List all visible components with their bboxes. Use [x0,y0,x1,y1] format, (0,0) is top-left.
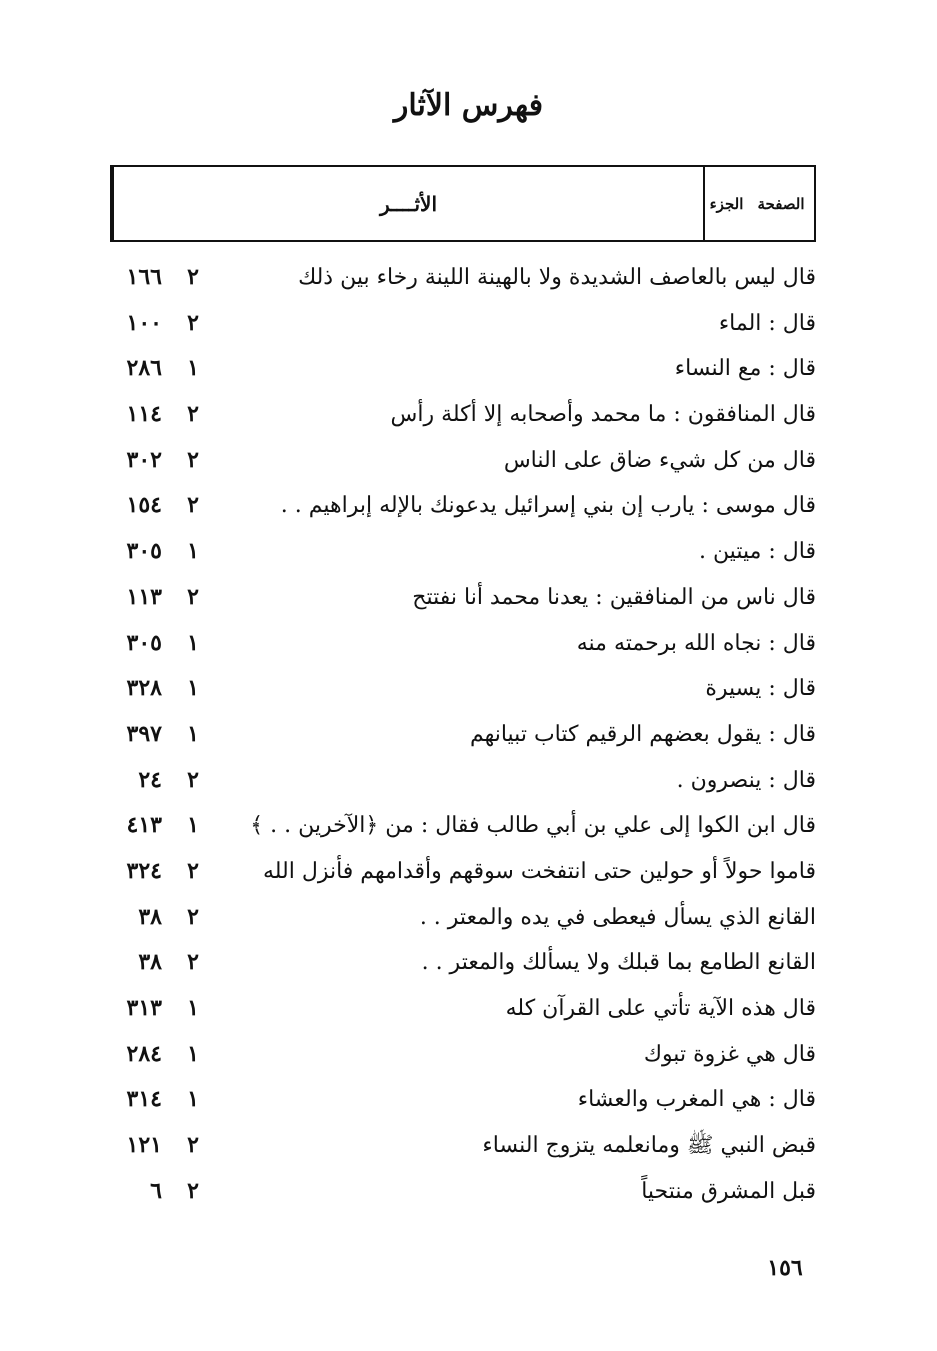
athar-text: قال : يقول بعضهم الرقيم كتاب تبيانهم [469,721,816,747]
page-title: فهرس الآثار [393,88,544,123]
page-reference: ٢٨٦ [126,355,162,382]
table-row [0,758,937,804]
table-row [0,1032,937,1078]
table-row [0,1169,937,1215]
juz-number: ٢ [187,949,199,976]
page-reference: ٣٩٧ [126,720,162,747]
table-row [0,666,937,712]
athar-text: قال هذه الآية تأتي على القرآن كله [505,996,816,1021]
page-reference: ٢٨٤ [126,1040,162,1067]
page-reference: ٣٠٥ [126,629,162,656]
table-row [0,483,937,529]
juz-number: ٢ [187,446,199,473]
page-reference: ٤١٣ [126,812,162,839]
page-reference: ١٢١ [126,1132,162,1159]
table-row [0,712,937,758]
column-header-athar: الأثــــر [112,167,703,240]
page-reference: ١٦٦ [126,264,162,290]
juz-number: ١ [187,675,199,702]
table-row [0,1077,937,1123]
page-reference: ١١٣ [126,583,162,610]
table-row [0,392,937,438]
table-row [0,255,937,301]
page-reference: ١٠٠ [126,309,162,336]
juz-number: ٢ [187,401,199,428]
juz-number: ٢ [187,1132,199,1159]
athar-text: قال المنافقون : ما محمد وأصحابه إلا أكلة رأس [390,402,816,428]
juz-number: ١ [187,355,199,382]
athar-text: قال : مع النساء [674,356,816,382]
table-row [0,803,937,849]
table-row [0,849,937,895]
juz-number: ٢ [187,309,199,336]
juz-number: ٢ [187,492,199,519]
page-reference: ٣٢٨ [126,675,162,702]
table-row [0,940,937,986]
athar-text: قاموا حولاً أو حولين حتى انتفخت سوقهم وأقدامهم فأنزل الله [262,858,816,884]
juz-number: ١ [187,812,199,839]
athar-text: قبض النبي ﷺ ومانعلمه يتزوج النساء [482,1133,816,1159]
column-header-page: الصفحة [757,194,805,213]
juz-number: ١ [187,1040,199,1067]
index-list [0,255,937,1214]
athar-text: قال : يسيرة [705,676,816,702]
juz-number: ١ [187,720,199,747]
athar-text: قال هي غزوة تبوك [643,1041,816,1067]
page-reference: ٣٠٥ [126,538,162,565]
juz-number: ١ [187,995,199,1021]
juz-number: ١ [187,538,199,565]
column-header-juz: الجزء [703,167,748,240]
page-reference: ٣٨ [138,949,162,976]
athar-text: قال : نجاه الله برحمته منه [576,630,816,656]
table-row [0,346,937,392]
table-row [0,895,937,941]
table-row [0,1123,937,1169]
juz-number: ١ [187,1086,199,1113]
athar-text: القانع الطامع بما قبلك ولا يسألك والمعتر . . [421,950,816,976]
page-reference: ٣٨ [138,903,162,930]
juz-number: ٢ [187,766,199,793]
table-header [110,165,816,242]
juz-number: ٢ [187,583,199,610]
page-reference: ٣٢٤ [126,857,162,884]
page-reference: ١١٤ [126,401,162,428]
table-row [0,529,937,575]
athar-text: قال ابن الكوا إلى علي بن أبي طالب فقال : من ﴿الآخرين . . ﴾ [250,813,816,839]
athar-text: قال من كل شيء ضاق على الناس [503,447,816,473]
page-reference: ٣١٣ [126,995,162,1021]
table-row [0,986,937,1032]
athar-text: القانع الذي يسأل فيعطى في يده والمعتر . . [419,904,816,930]
page-number: ١٥٦ [767,1255,803,1281]
table-row [0,438,937,484]
juz-number: ١ [187,629,199,656]
athar-text: قال : هي المغرب والعشاء [577,1087,816,1113]
athar-text: قال ناس من المنافقين : يعدنا محمد أنا نفتتح [412,584,816,610]
juz-number: ٢ [187,1177,199,1204]
athar-text: قال موسى : يارب إن بني إسرائيل يدعونك بالإله إبراهيم . . [280,493,816,519]
page-reference: ٣٠٢ [126,446,162,473]
athar-text: قبل المشرق منتحياً [641,1178,816,1204]
athar-text: قال : ينصرون . [676,767,816,793]
page-reference: ٣١٤ [126,1086,162,1113]
page-reference: ١٥٤ [126,492,162,519]
page-reference: ٦ [150,1177,162,1204]
table-row [0,575,937,621]
juz-number: ٢ [187,903,199,930]
table-row [0,301,937,347]
juz-number: ٢ [187,264,199,290]
table-row [0,621,937,667]
athar-text: قال ليس بالعاصف الشديدة ولا بالهينة اللينة رخاء بين ذلك [298,265,816,290]
athar-text: قال : ميتين . [698,539,816,565]
juz-number: ٢ [187,857,199,884]
page-reference: ٢٤ [138,766,162,793]
athar-text: قال : الماء [718,310,816,336]
